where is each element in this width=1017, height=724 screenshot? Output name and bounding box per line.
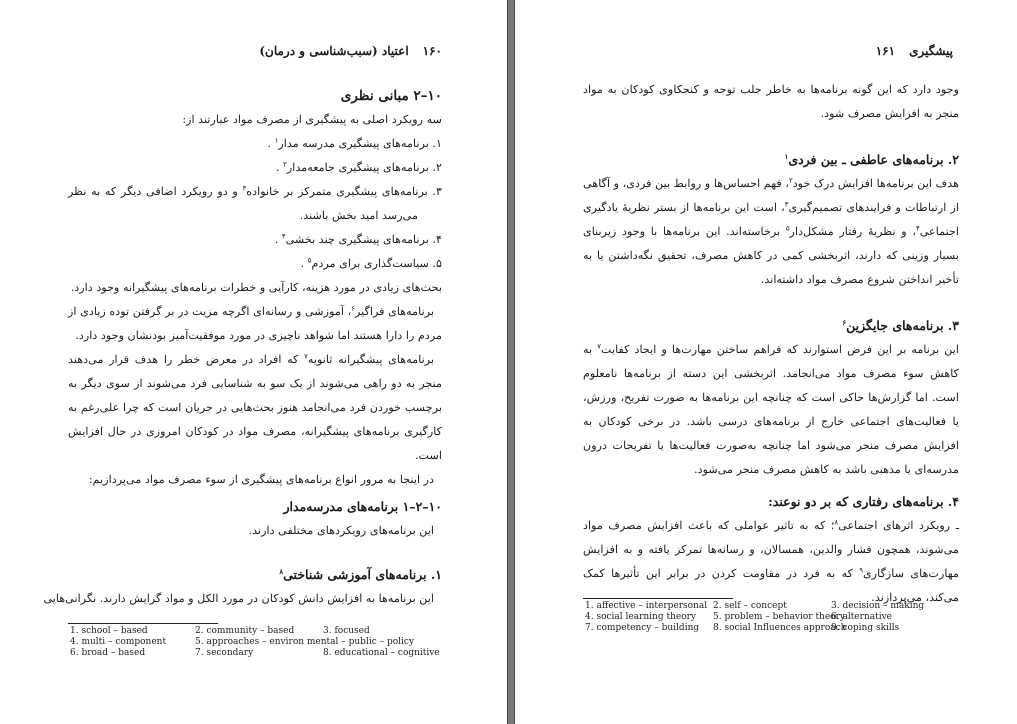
footnote: 1. school – based [70, 626, 148, 636]
right-page-header [583, 44, 953, 58]
list-item: ۵. سیاست‌گذاری برای مردم$^۵$ . [300, 256, 442, 270]
footnote: 4. social learning theory [585, 612, 697, 622]
footnote: 3. focused [323, 626, 370, 636]
paragraph: این برنامه بر این فرض استوارند که فراهم ساختن مهارت‌ها و ایجاد کفایت$^۷$ به کاهش سوء مصرف مواد می‌انجامد. اثربخشی این دسته از برنامه‌ها نامعلوم است. اما گزارش‌ها حاکی است که چنانچه این برنامه‌ها به صورت تفریح، ورزش، یا فعالیت‌های اجتماعی خارج از برنامه‌های درسی باشد. در برخی کودکان به افزایش مصرف منجر می‌شود اما چنانچه به‌صورت فعالیت‌ها یا تفریحات درون مدرسه‌ای یا مذهبی باشد به کاهش مصرف منجر می‌شود. [583, 342, 959, 476]
list-item: ۳. برنامه‌های پیشگیری متمرکز بر خانواده$^۳$ و دو رویکرد اضافی دیگر که به نظر می‌رسد امید بخش باشند. [68, 184, 443, 222]
footnote: 3. decision – making [831, 601, 925, 611]
footnote-ref: ۱ [274, 136, 279, 145]
list-item: ۱. برنامه‌های پیشگیری مدرسه مدار$^۱$ . [267, 136, 442, 150]
footnotes [585, 601, 931, 634]
intro-text: سه رویکرد اصلی به پیشگیری از مصرف مواد عبارتند از: [182, 113, 442, 126]
running-title: اعتیاد (سبب‌شناسی و درمان) [259, 44, 409, 58]
footnote-ref: ۴ [915, 224, 920, 233]
footnote-ref: ۸ [834, 518, 839, 527]
footnote: 8. social Influences approach [713, 623, 847, 633]
page-number: ۱۶۱ [875, 44, 896, 58]
page-number: ۱۶۰ [422, 44, 442, 58]
footnote-rule [68, 623, 218, 624]
footnote-ref: ۲ [283, 160, 287, 169]
footnote-rule [583, 598, 733, 599]
subsection [43, 495, 442, 611]
footnote-ref: ۹ [859, 566, 864, 575]
footnote-ref: ۷ [597, 342, 601, 351]
footnote-ref: ۳ [784, 200, 789, 209]
footnote-ref: ۱ [784, 151, 789, 161]
right-page [515, 0, 1017, 724]
footnote: 5. problem – behavior theory [713, 612, 845, 622]
footnote: 5. approaches – environ mental – public – policy [195, 637, 415, 647]
book-gutter [507, 0, 515, 724]
paragraph: وجود دارد که این گونه برنامه‌ها به خاطر جلب توجه و کنجکاوی کودکان به مواد منجر به افزایش مصرف شود. [583, 83, 959, 120]
footnote-ref: ۴ [281, 232, 286, 241]
left-page-header [72, 44, 442, 58]
item-heading: ۴. برنامه‌های رفتاری که بر دو نوعند: [768, 494, 959, 509]
footnote: 9. coping skills [831, 623, 900, 633]
list-item: ۴. برنامه‌های پیشگیری چند بخشی$^۴$ . [274, 232, 442, 246]
footnote: 7. secondary [195, 648, 254, 658]
footnote-ref: ۳ [242, 184, 247, 193]
paragraph: ـ رویکرد اثرهای اجتماعی$^۸$؛ که به تاثیر عواملی که باعث افزایش مصرف مواد می‌شوند، همچون فشار والدین، همسالان، و رسانه‌ها تمرکز یافته و به افزایش مهارت‌های سازگاری$^۹$ که به فرد در مقاومت کردن در برابر این تأثیرها کمک می‌کند، می‌پردازند. [583, 518, 960, 604]
footnote: 2. community – based [195, 626, 295, 636]
paragraph: برنامه‌های پیشگیرانه ثانویه$^۷$ که افراد در معرض خطر را هدف قرار می‌دهند منجر به دو راهی می‌شوند از یک سو به شناسایی فرد می‌شوند از سوی دیگر به برچسب خوردن فرد می‌انجامد هنوز بحث‌هایی در جریان است که چرا علی‌رغم به کارگیری برنامه‌های پیشگیرانه، مصرف مواد در کودکان امروزی در حال افزایش است. [68, 352, 442, 462]
footnote: 6. broad – based [70, 648, 146, 658]
subsection-heading: ۱۰–۲–۱ برنامه‌های مدرسه‌مدار [283, 499, 442, 514]
section-heading: ۱۰–۲ مبانی نظری [340, 88, 442, 104]
footnote: 2. self – concept [713, 601, 787, 611]
footnote: 4. multi – component [70, 637, 167, 647]
footnote: 6. alternative [831, 612, 893, 622]
paragraph: در اینجا به مرور انواع برنامه‌های پیشگیری از سوء مصرف مواد می‌پردازیم: [88, 473, 434, 486]
footnote-ref: ۶ [351, 304, 355, 313]
footnote: 7. competency – building [585, 623, 700, 633]
footnote-ref: ۸ [279, 566, 284, 576]
item-text: این برنامه‌ها به افزایش دانش کودکان در مورد الکل و مواد گرایش دارند. نگرانی‌هایی [43, 592, 434, 605]
paragraph: بحث‌های زیادی در مورد هزینه، کارآیی و خطرات برنامه‌های پیشگیرانه وجود دارد. [70, 281, 442, 294]
footnotes [70, 626, 440, 659]
item-heading: ۳. برنامه‌های جایگزین$^۶$ [842, 317, 959, 333]
item-heading: ۱. برنامه‌های آموزشی شناختی$^۸$ [279, 566, 442, 582]
footnote: 8. educational – cognitive [323, 648, 440, 658]
left-page-body [68, 84, 442, 492]
right-page-body [583, 78, 959, 610]
footnote-ref: ۵ [307, 256, 312, 265]
footnote-ref: ۲ [788, 176, 793, 185]
list-item: ۲. برنامه‌های پیشگیری جامعه‌مدار$^۲$ . [275, 160, 442, 174]
paragraph: هدف این برنامه‌ها افزایش درک خود$^۲$، فهم احساس‌ها و روابط بین فردی، و آگاهی از ارتباطات و فرایندهای تصمیم‌گیری$^۳$، است این برنامه‌ها از بستر نظریهٔ یادگیری اجتماعی$^۴$، و نظریهٔ رفتار مشکل‌دار$^۵$ برخاسته‌اند. این برنامه‌ها با وجود زیربنای بسیار وزینی که دارند، اثربخشی کمی در کاهش مصرف، تحقیق نگه‌داشتن یا به تأخیر انداختن شروع مصرف مواد داشته‌اند. [583, 176, 959, 286]
paragraph: برنامه‌های فراگیر$^۶$، آموزشی و رسانه‌ای اگرچه مزیت در بر گرفتن توده زیادی از مردم را دارا هستند اما شواهد ناچیزی در مورد موفقیت‌آمیز بودنشان وجود دارد. [68, 304, 442, 342]
left-page [0, 0, 507, 724]
running-title: پیشگیری [909, 44, 953, 58]
item-heading: ۲. برنامه‌های عاطفی ـ بین فردی$^۱$ [784, 151, 959, 167]
footnote: 1. affective – interpersonal [585, 601, 708, 611]
subsection-text: این برنامه‌های رویکردهای مختلفی دارند. [248, 524, 434, 537]
footnote-ref: ۵ [785, 224, 790, 233]
footnote-ref: ۶ [842, 317, 847, 327]
footnote-ref: ۷ [304, 352, 308, 361]
